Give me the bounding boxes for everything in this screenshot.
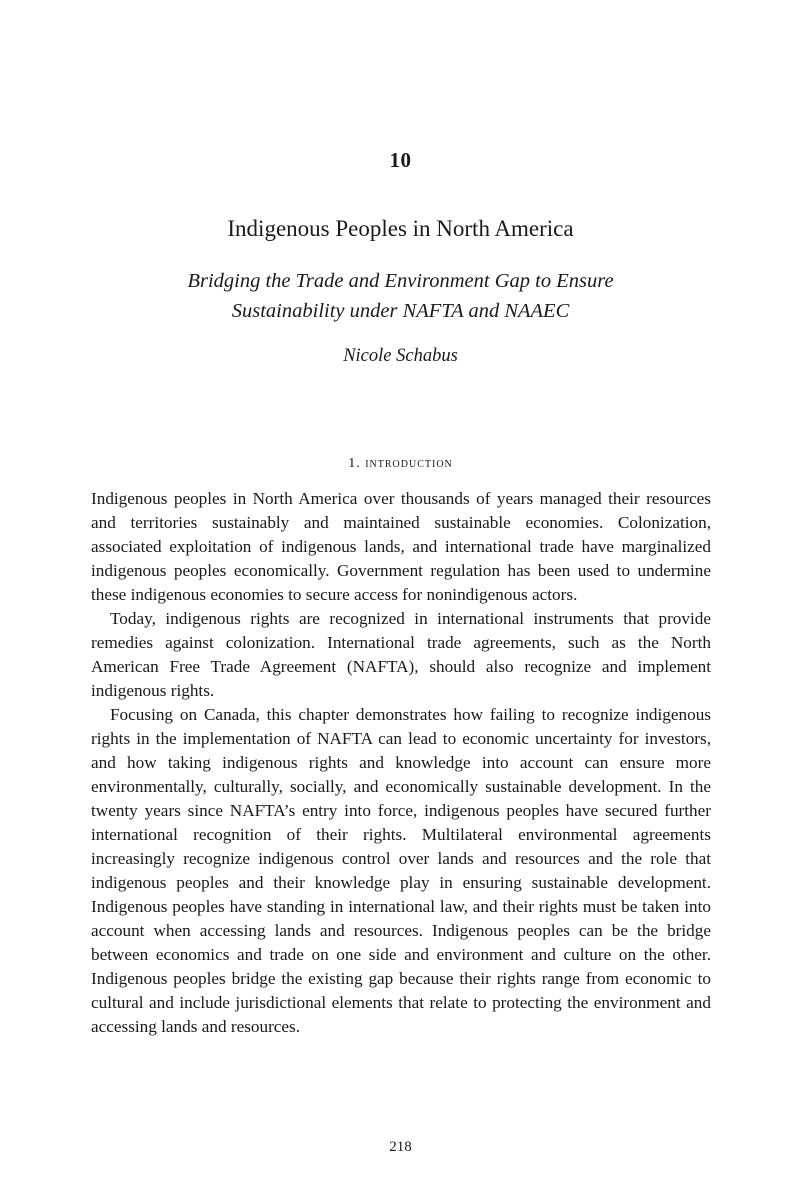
paragraph-1: Indigenous peoples in North America over thousands of years managed their resources and territories sustainably and maintained sustainable economies. Colonization, associated exploitation of indigenous lands, and international trade have marginalized indigenous peoples economically. Government regulation has been used to undermine these indigenous economies to secure access for nonindigenous actors. xyxy=(91,489,711,604)
chapter-title: Indigenous Peoples in North America xyxy=(227,216,574,241)
chapter-subtitle xyxy=(100,266,701,326)
body-text xyxy=(91,487,711,1039)
author-name: Nicole Schabus xyxy=(343,346,458,366)
section-heading: 1. introduction xyxy=(348,456,453,471)
chapter-number: 10 xyxy=(389,148,412,172)
paragraph-2: Today, indigenous rights are recognized in international instruments that provide remedies against colonization. International trade agreements, such as the North American Free Trade Agreement (NAFTA), should also recognize and implement indigenous rights. xyxy=(91,609,711,700)
paragraph-3: Focusing on Canada, this chapter demonstrates how failing to recognize indigenous rights in the implementation of NAFTA can lead to economic uncertainty for investors, and how taking indigenous rights and knowledge into account can ensure more environmentally, culturally, socially, and economically sustainable development. In the twenty years since NAFTA’s entry into force, indigenous peoples have secured further international recognition of their rights. Multilateral environmental agreements increasingly recognize indigenous control over lands and resources and the role that indigenous peoples and their knowledge play in ensuring sustainable development. Indigenous peoples have standing in international law, and their rights must be taken into account when accessing lands and resources. Indigenous peoples can be the bridge between economics and trade on one side and environment and culture on the other. Indigenous peoples bridge the existing gap because their rights range from economic to cultural and include jurisdictional elements that relate to protecting the environment and accessing lands and resources. xyxy=(91,705,711,1036)
subtitle-line-2: Sustainability under NAFTA and NAAEC xyxy=(231,300,570,322)
subtitle-line-1: Bridging the Trade and Environment Gap to Ensure xyxy=(187,270,614,292)
page-number: 218 xyxy=(389,1139,412,1155)
